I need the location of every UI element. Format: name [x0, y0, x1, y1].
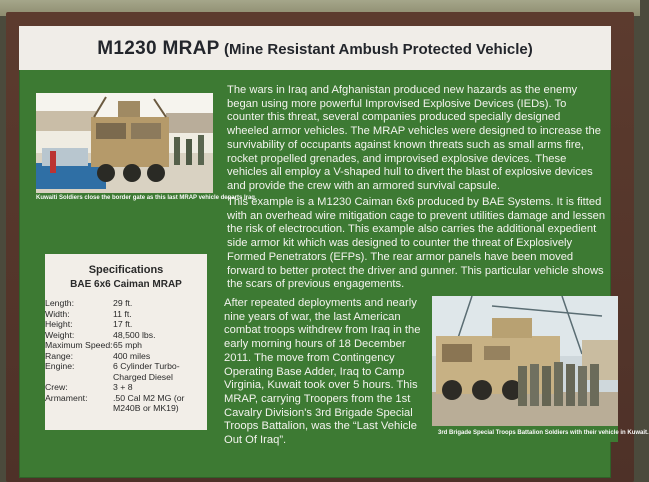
spec-value: 65 mph [113, 340, 142, 350]
spec-row-max-speed [45, 340, 199, 351]
spec-label: Height: [45, 319, 73, 329]
specifications-heading: Specifications [88, 264, 164, 276]
spec-label: Armament: [45, 392, 88, 403]
sign-title [19, 38, 611, 60]
photo-border-gate [36, 93, 257, 205]
spec-label: Width: [45, 308, 70, 319]
paragraph-caiman-example-text: This example is a M1230 Caiman 6x6 produced by BAE Systems. It is fitted with an overhead wire mitigation cage to prevent utilities damage and lessen the risk of electrocution. This example also carries the additional expedient side armor kit which was designed to counter the threat of Explosively Formed Penetrators (EFPs). The rear armor panels have been moved forward to better protect the driver and gunner. This particular vehicle shows the scars of previous engagements. [227, 196, 606, 291]
spec-label: Weight: [45, 329, 75, 340]
spec-value: 3 + 8 [113, 382, 133, 392]
photo-border-gate-caption: Kuwaiti Soldiers close the border gate as this last MRAP vehicle departs Iraq. [36, 195, 257, 201]
spec-value: 11 ft. [113, 308, 132, 319]
spec-row-height [45, 319, 199, 330]
spec-value: .50 Cal M2 MG (or M240B or MK19) [113, 392, 185, 413]
title-subtitle: (Mine Resistant Ambush Protected Vehicle) [224, 41, 533, 58]
spec-label: Length: [45, 298, 74, 308]
spec-label: Range: [45, 350, 74, 361]
spec-row-armament [45, 393, 199, 414]
spec-row-width [45, 309, 199, 320]
spec-row-length [45, 298, 199, 309]
spec-row-weight [45, 330, 199, 341]
specifications-subheading: BAE 6x6 Caiman MRAP [70, 279, 182, 290]
paragraph-ied-threat [227, 84, 602, 194]
mrap-border-gate-image [36, 93, 257, 205]
photo-soldiers-vehicle-caption: 3rd Brigade Special Troops Battalion Soldiers with their vehicle in Kuwait. [438, 430, 649, 436]
specifications-table [45, 298, 199, 414]
spec-label: Maximum Speed: [45, 340, 113, 350]
title-main: M1230 MRAP [97, 38, 220, 59]
paragraph-last-vehicle [224, 297, 424, 448]
paragraph-ied-threat-text: The wars in Iraq and Afghanistan produced new hazards as the enemy began using more powerful Improvised Explosive Devices (IEDs). To counter this threat, several companies produced specially designed wheeled armor vehicles. The MRAP vehicles were designed to increase the survivability of occupants against known threats such as small arms fire, rocket propelled grenades, and improvised explosive devices. These vehicles all employ a V-shaped hull to divert the blast of explosive devices and provide the crew with an armored survival capsule. [227, 84, 601, 192]
spec-label: Crew: [45, 382, 68, 392]
spec-row-engine [45, 361, 199, 382]
spec-row-range [45, 351, 199, 362]
paragraph-caiman-example [227, 196, 610, 292]
spec-value: 400 miles [113, 350, 151, 361]
soldiers-with-mrap-image [432, 296, 618, 442]
photo-soldiers-vehicle [432, 296, 649, 442]
spec-label: Engine: [45, 361, 75, 371]
paragraph-last-vehicle-text: After repeated deployments and nearly nine years of war, the last American combat troops withdrew from Iraq in the early morning hours of 18 December 2011. The move from Contingency Operating Base Adder, Iraq to Camp Virginia, Kuwait took over 5 hours. This MRAP, carrying Troopers from the 1st Cavalry Division's 3rd Brigade Special Troops Battalion, was the “Last Vehicle Out Of Iraq”. [224, 297, 421, 447]
spec-value: 48,500 lbs. [113, 329, 156, 340]
spec-value: 29 ft. [113, 298, 133, 308]
spec-value: 17 ft. [113, 319, 133, 329]
specifications-box [45, 254, 207, 430]
spec-value: 6 Cylinder Turbo-Charged Diesel [113, 361, 180, 382]
spec-row-crew [45, 382, 199, 393]
